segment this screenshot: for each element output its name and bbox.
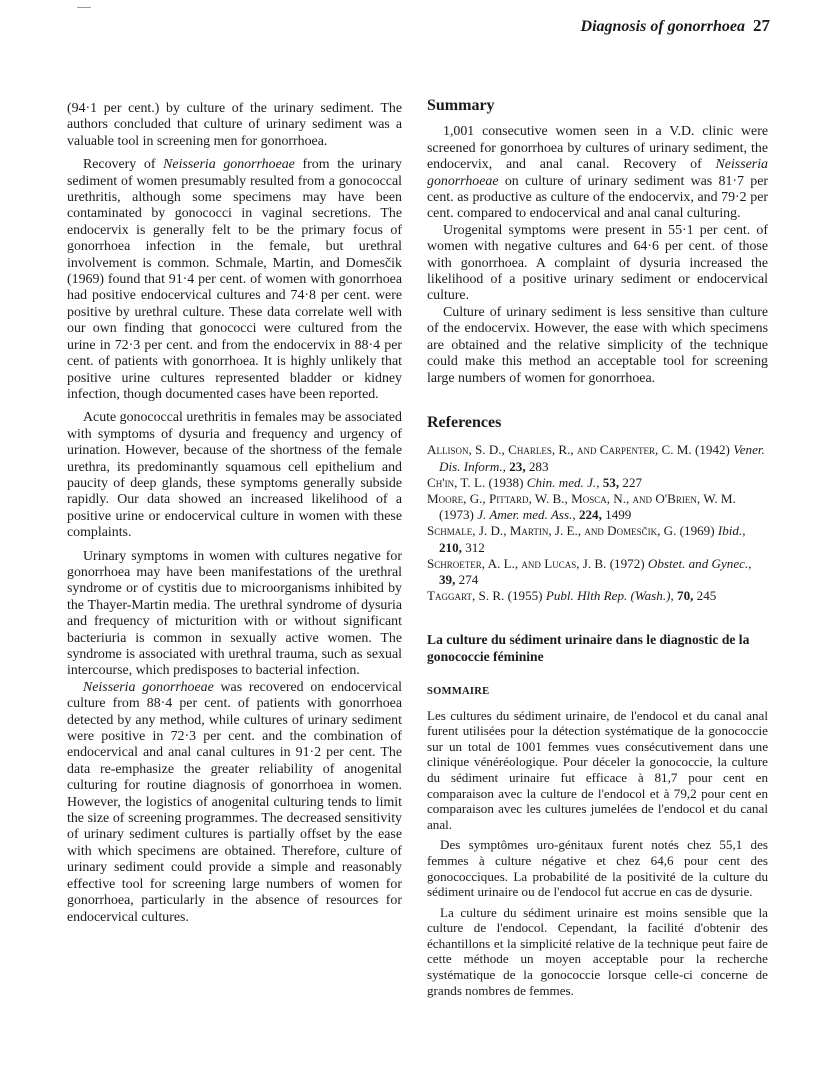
left-column [67,101,402,926]
reference-authors: Schmale, J. D., Martin, J. E., and Domesčik, G. [427,523,677,539]
french-paragraph-3: La culture du sédiment urinaire est moins sensible que la culture de l'endocol. Cependant, la facilité d'obtenir des échantillons et la simplicité relative de la technique peut faire de cette méthode un moyen acceptable pour la recherche systématique de la gonococcie lorsque celle-ci concerne de grands nombres de femmes. [427,904,768,998]
references-list [427,442,768,604]
french-title: La culture du sédiment urinaire dans le diagnostic de la gonococcie féminine [427,632,750,664]
right-column [427,98,768,998]
reference-year: (1938) [488,474,524,490]
reference-year: (1942) [694,442,730,458]
reference-year: (1955) [507,588,543,604]
reference-journal: J. Amer. med. Ass., [477,507,576,523]
reference-year: (1972) [609,555,645,571]
reference-authors: Allison, S. D., Charles, R., and Carpenter, C. M. [427,442,692,458]
summary-paragraph-3: Culture of urinary sediment is less sensitive than culture of the endocervix. However, the ease with which specimens are obtained and the relative simplicity of the technique could make this method an acceptable tool for screening large numbers of women for gonorrhoea. [427,304,768,386]
text-run: from the urinary sediment of women presumably resulted from a gonococcal urethritis, although some specimens may have been contaminated by gonococci in vaginal secretions. The endocervix is generally felt to be the primary focus of gonorrhoea infection in the female, but urethral involvement is common. Schmale, Martin, and Domesčik (1969) found that 91·4 per cent. of women with gonorrhoea had positive endocervical cultures and 74·8 per cent. were positive by urethral culture. These data correlate well with our own finding that gonococci were cultured from the urine in 72·3 per cent. and from the endocervix in 88·4 per cent. of patients with gonorrhoea. It is highly unlikely that positive urine cultures represented bladder or kidney infection, though documented cases have been reported. [67,157,402,402]
reference-volume: 70, [677,588,694,604]
french-sommaire-label: SOMMAIRE [427,686,490,698]
reference-pages: 312 [465,539,485,555]
reference-authors: Moore, G., Pittard, W. B., Mosca, N., and O'Brien, W. M. [427,490,736,506]
reference-pages: 283 [528,458,549,474]
reference-authors: Ch'in, T. L. [427,474,486,490]
species-name: Neisseria gonorrhoeae [163,157,295,173]
reference-item [427,442,768,474]
header-tick [77,7,91,8]
species-name: Neisseria gonorrhoeae [83,679,214,695]
text-run: was recovered on endocervical culture from 88·4 per cent. of patients with gonorrhoea detected by any method, while cultures of urinary sediment were positive in 72·3 per cent. and the combination of endocervical and anal canal cultures in 91·2 per cent. The data re-emphasize the greater reliability of anogenital culturing for routine diagnosis of gonorrhoea in women. However, the logistics of anogenital culturing tends to limit the size of screening programmes. The decreased sensitivity of urinary sediment cultures is partially offset by the ease with which specimens are obtained. Therefore, culture of urinary sediment could provide a simple and reasonably effective tool for screening large numbers of women for gonorrhoea, particularly in the absence of resources for endocervical cultures. [67,679,402,925]
text-run: on culture of urinary sediment was 81·7 per cent. as productive as culture of the endocervix, and 79·2 per cent. compared to endocervical and anal canal culturing. [427,173,768,222]
reference-volume: 53, [602,474,620,490]
french-paragraph-1: Les cultures du sédiment urinaire, de l'endocol et du canal anal furent utilisées pour la détection systématique de la gonococcie sur un total de 1001 femmes vues consécutivement dans une clinique vénéréologique. Pour déceler la gonococcie, la culture du sédiment urinaire fut efficace à 81,7 pour cent en comparaison avec la culture de l'endocol et à 79,2 pour cent en comparaison avec les cultures jumelées de l'endocol et du canal anal. [427,707,768,832]
summary-section [427,98,768,387]
reference-item [427,556,768,588]
reference-volume: 23, [509,458,526,474]
reference-journal: Chin. med. J., [526,474,600,490]
body-paragraph-2 [67,157,402,403]
reference-year: (1969) [679,523,715,539]
body-paragraph-4: Urinary symptoms in women with cultures negative for gonorrhoea may have been manifestations of the urethral syndrome or of cystitis due to microorganisms inhibited by the Thayer-Martin media. The urethral syndrome of dysuria and frequency of micturition with or without significant bacteriuria is common in sexually active women. The syndrome is associated with urethral trauma, such as sexual intercourse, which predisposes to bacterial infection. [67,548,402,679]
species-name: Neisseria gonorrhoeae [427,157,768,189]
running-head [581,16,770,36]
reference-volume: 39, [439,571,456,587]
reference-item [427,491,768,523]
text-run: 1,001 consecutive women seen in a V.D. clinic were screened for gonorrhoea by cultures of urinary sediment, the endocervix, and anal canal. Recovery of [427,124,768,173]
reference-authors: Schroeter, A. L., and Lucas, J. B. [427,555,607,571]
reference-pages: 245 [696,588,717,604]
summary-heading: Summary [427,97,495,114]
reference-pages: 227 [622,474,643,490]
references-heading: References [427,413,502,431]
reference-journal: Ibid., [717,523,746,539]
reference-pages: 1499 [605,507,632,523]
running-head-title: Diagnosis of gonorrhoea [580,18,745,35]
body-paragraph-3: Acute gonococcal urethritis in females may be associated with symptoms of dysuria and frequency and urgency of urination. However, because of the shortness of the female urethra, its predominantly squamous cell epithelium and paucity of deep glands, these symptoms generally subside rapidly. Our data showed an increased likelihood of a positive urine or endocervical culture in women with these complaints. [67,410,402,541]
text-run: Recovery of [83,157,164,173]
reference-journal: Vener. Dis. Inform., [439,442,765,474]
body-paragraph-1: (94·1 per cent.) by culture of the urinary sediment. The authors concluded that culture of urinary sediment was a valuable tool in screening men for gonorrhoea. [67,101,402,149]
reference-item [427,588,768,604]
reference-pages: 274 [458,571,479,587]
reference-journal: Obstet. and Gynec., [647,555,752,571]
french-summary [427,708,768,999]
body-paragraph-5 [67,680,402,926]
summary-paragraph-1 [427,124,768,222]
reference-volume: 210, [439,539,462,555]
reference-item [427,523,768,555]
french-paragraph-2: Des symptômes uro-génitaux furent notés chez 55,1 des femmes à culture négative et chez 64,6 pour cent des gonococciques. La probabilité de la positivité de la culture du sédiment urinaire ou de l'endocol fut accrue en cas de dysurie. [427,837,768,900]
reference-journal: Publ. Hlth Rep. (Wash.), [545,588,674,604]
summary-paragraph-2: Urogenital symptoms were present in 55·1 per cent. of women with negative cultures and 64·6 per cent. of those with gonorrhoea. A complaint of dysuria increased the likelihood of a positive urinary sediment or endocervical culture. [427,222,768,304]
reference-item [427,475,768,491]
reference-authors: Taggart, S. R. [427,588,505,604]
page-number: 27 [753,16,770,35]
reference-volume: 224, [578,507,602,523]
reference-year: (1973) [439,507,474,523]
